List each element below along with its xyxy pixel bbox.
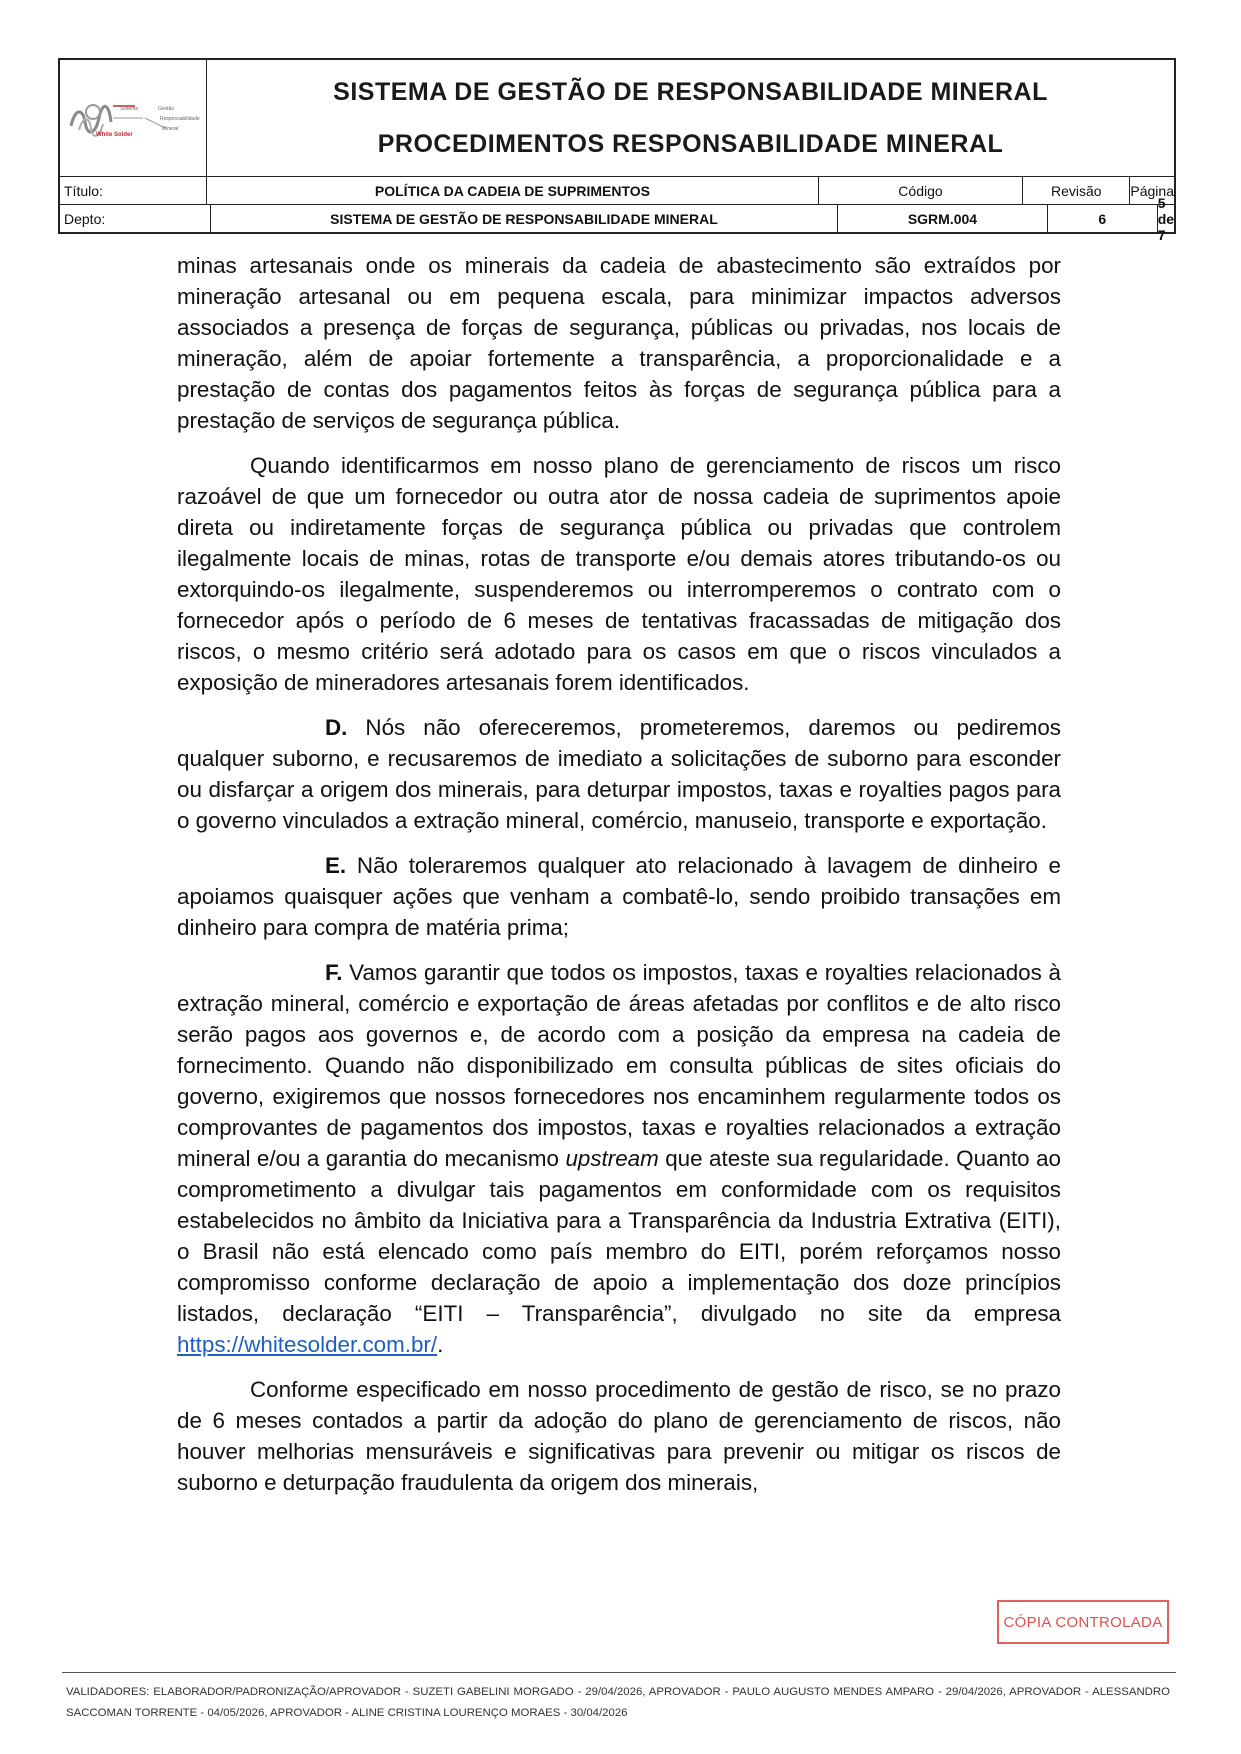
item-e-letter: E. (325, 853, 347, 878)
item-f-end: . (437, 1332, 444, 1357)
item-e-text: Não toleraremos qualquer ato relacionado à lavagem de dinheiro e apoiamos quaisquer ações que venham a combatê-lo, sendo proibido transações em dinheiro para compra de matéria prima; (177, 853, 1061, 940)
revision-value: 6 (1048, 205, 1158, 232)
logo-tag-1: Sistema (120, 106, 139, 112)
paragraph-risk-suppliers: Quando identificarmos em nosso plano de gerenciamento de riscos um risco razoável de que um fornecedor ou outra ator de nossa cadeia de suprimentos apoie direta ou indiretamente forças de segurança pública ou privadas que controlem ilegalmente locais de minas, rotas de transporte e/ou demais atores tributando-os ou extorquindo-os ilegalmente, suspenderemos ou interromperemos o contrato com o fornecedor após o período de 6 meses de tentativas fracassadas de mitigação dos riscos, o mesmo critério será adotado para os casos em que o riscos vinculados a exposição de mineradores artesanais forem identificados. (177, 453, 1061, 695)
item-f-text-b: que ateste sua regularidade. Quanto ao comprometimento a divulgar tais pagamentos em conformidade com os requisitos estabelecidos no âmbito da Iniciativa para a Transparência da Industria Extrativa (EITI), o Brasil não está elencado como país membro do EITI, porém reforçamos nosso compromisso conforme declaração de apoio a implementação dos doze princípios listados, declaração “EITI – Transparência”, divulgado no site da empresa (177, 1146, 1061, 1326)
company-logo (60, 60, 207, 176)
document-title: POLÍTICA DA CADEIA DE SUPRIMENTOS (207, 177, 819, 204)
revision-label: Revisão (1023, 177, 1130, 204)
item-d-text: Nós não ofereceremos, prometeremos, daremos ou pediremos qualquer suborno, e recusaremos de imediato a solicitações de suborno para esconder ou disfarçar a origem dos minerais, para deturpar impostos, taxas e royalties pagos para o governo vinculados a extração mineral, comércio, manuseio, transporte e exportação. (177, 715, 1061, 833)
page-number: 5 de 7 (1157, 194, 1175, 243)
dept-value: SISTEMA DE GESTÃO DE RESPONSABILIDADE MINERAL (211, 205, 838, 232)
company-website-link[interactable]: https://whitesolder.com.br/ (177, 1332, 438, 1357)
controlled-copy-stamp: CÓPIA CONTROLADA (997, 1600, 1169, 1644)
paragraph-continuation: minas artesanais onde os minerais da cadeia de abastecimento são extraídos por mineração artesanal ou em pequena escala, para minimizar impactos adversos associados a presença de forças de segurança, públicas ou privadas, nos locais de mineração, além de apoiar fortemente a transparência, a proporcionalidade e a prestação de contas dos pagamentos feitos às forças de segurança pública para a prestação de serviços de segurança pública. (177, 253, 1061, 433)
paragraph-item-f (177, 957, 1061, 1360)
logo-tag-2: Gestão (158, 106, 175, 112)
paragraph-item-e (177, 850, 1061, 943)
validators-footer: VALIDADORES: ELABORADOR/PADRONIZAÇÃO/APROVADOR - SUZETI GABELINI MORGADO - 29/04/2026, APROVADOR - PAULO AUGUSTO MENDES AMPARO - 29/04/2026, APROVADOR - ALESSANDRO SACCOMAN TORRENTE - 04/05/2026, APROVADOR - ALINE CRISTINA LOURENÇO MORAES - 30/04/2026 (66, 1686, 1170, 1719)
dept-label: Depto: (60, 205, 211, 232)
header-top-row (60, 60, 1174, 177)
code-value: SGRM.004 (838, 205, 1048, 232)
paragraph-risk-management: Conforme especificado em nosso procedimento de gestão de risco, se no prazo de 6 meses contados a partir da adoção do plano de gerenciamento de riscos, não houver melhorias mensuráveis e significativas para prevenir ou mitigar os riscos de suborno e deturpação fraudulenta da origem dos minerais, (177, 1377, 1061, 1495)
page-label: Página (1130, 182, 1174, 199)
title-label: Título: (60, 177, 207, 204)
item-f-upstream: upstream (565, 1146, 659, 1171)
footer-divider (62, 1672, 1176, 1673)
document-body (177, 250, 1061, 1512)
logo-tag-4: Mineral (162, 126, 179, 132)
item-f-letter: F. (325, 960, 343, 985)
logo-brand-text: White Solder (96, 132, 133, 138)
header-row-title (60, 177, 1174, 204)
document-header (58, 58, 1176, 243)
header-title-block (207, 60, 1174, 176)
system-title: SISTEMA DE GESTÃO DE RESPONSABILIDADE MINERAL (333, 77, 1048, 106)
paragraph-item-d (177, 712, 1061, 836)
code-label: Código (819, 177, 1024, 204)
logo-tag-3: Responsabilidade (160, 116, 200, 122)
item-f-text-a: Vamos garantir que todos os impostos, taxas e royalties relacionados à extração mineral, comércio e exportação de áreas afetadas por conflitos e de alto risco serão pagos aos governos e, de acordo com a posição da empresa na cadeia de fornecimento. Quando não disponibilizado em consulta públicas de sites oficiais do governo, exigiremos que nossos fornecedores nos encaminhem regularmente todos os comprovantes de pagamentos dos impostos, taxas e royalties relacionados a extração mineral e/ou a garantia do mecanismo (177, 960, 1061, 1171)
item-d-letter: D. (325, 715, 348, 740)
procedures-title: PROCEDIMENTOS RESPONSABILIDADE MINERAL (377, 129, 1004, 158)
header-row-dept (60, 194, 1175, 243)
